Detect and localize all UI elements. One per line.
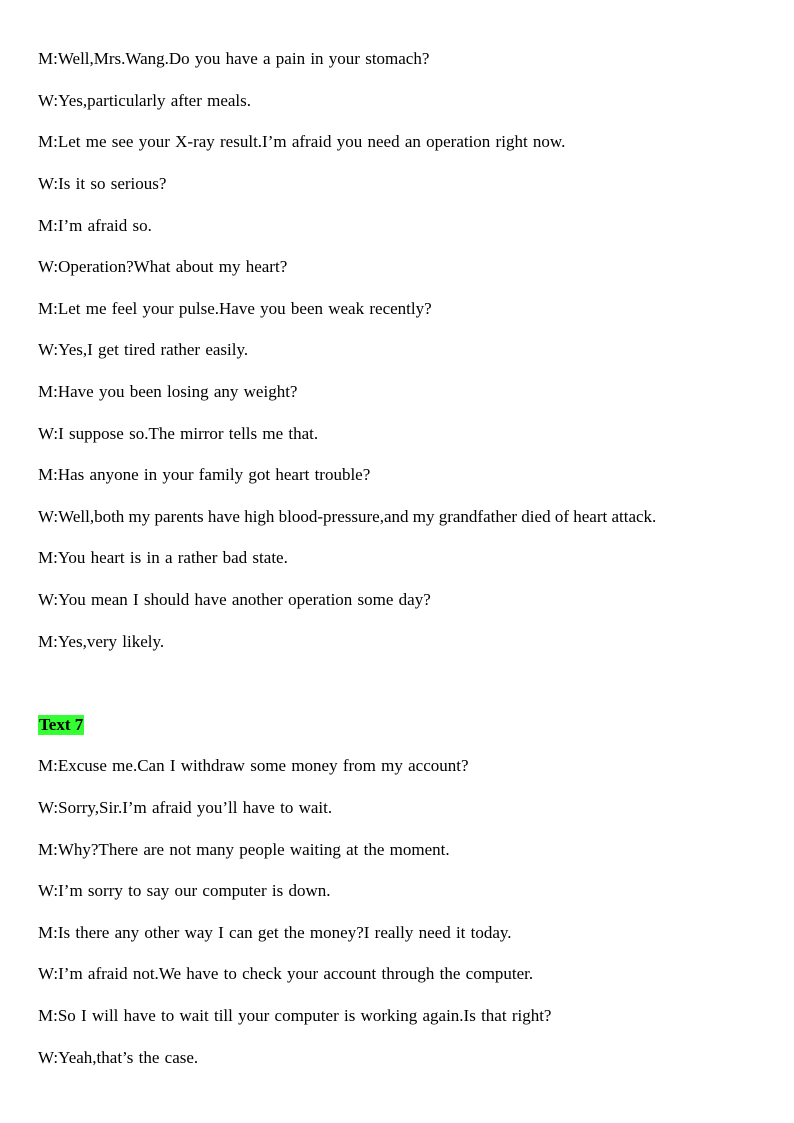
dialogue-line: W:I suppose so.The mirror tells me that. [38,424,319,443]
dialogue-line: M:Have you been losing any weight? [38,382,298,401]
dialogue-line: M:I’m afraid so. [38,216,152,235]
dialogue-line: M:So I will have to wait till your computer is working again.Is that right? [38,1006,552,1025]
dialogue-line: W:I’m sorry to say our computer is down. [38,881,331,900]
dialogue-line: M:Let me feel your pulse.Have you been weak recently? [38,299,432,318]
dialogue-line: W:I’m afraid not.We have to check your account through the computer. [38,964,534,983]
dialogue-line: W:Operation?What about my heart? [38,257,288,276]
dialogue-line: W:Yes,particularly after meals. [38,91,252,110]
dialogue-line: M:Has anyone in your family got heart trouble? [38,465,371,484]
dialogue-line: M:Why?There are not many people waiting at the moment. [38,840,450,859]
dialogue-line: M:Yes,very likely. [38,632,165,651]
dialogue-line: W:Yes,I get tired rather easily. [38,340,249,359]
dialogue-line: W:Yeah,that’s the case. [38,1048,199,1067]
dialogue-line: M:Let me see your X-ray result.I’m afraid you need an operation right now. [38,132,566,151]
section-heading: Text 7 [39,715,84,734]
dialogue-line: M:Excuse me.Can I withdraw some money from my account? [38,756,469,775]
dialogue-line: W:You mean I should have another operation some day? [38,590,431,609]
dialogue-line: M:Well,Mrs.Wang.Do you have a pain in your stomach? [38,49,430,68]
dialogue-line: W:Sorry,Sir.I’m afraid you’ll have to wait. [38,798,333,817]
dialogue-line: W:Well,both my parents have high blood-pressure,and my grandfather died of heart attack. [38,507,657,526]
dialogue-line: M:You heart is in a rather bad state. [38,548,288,567]
dialogue-line: W:Is it so serious? [38,174,167,193]
dialogue-line: M:Is there any other way I can get the money?I really need it today. [38,923,512,942]
